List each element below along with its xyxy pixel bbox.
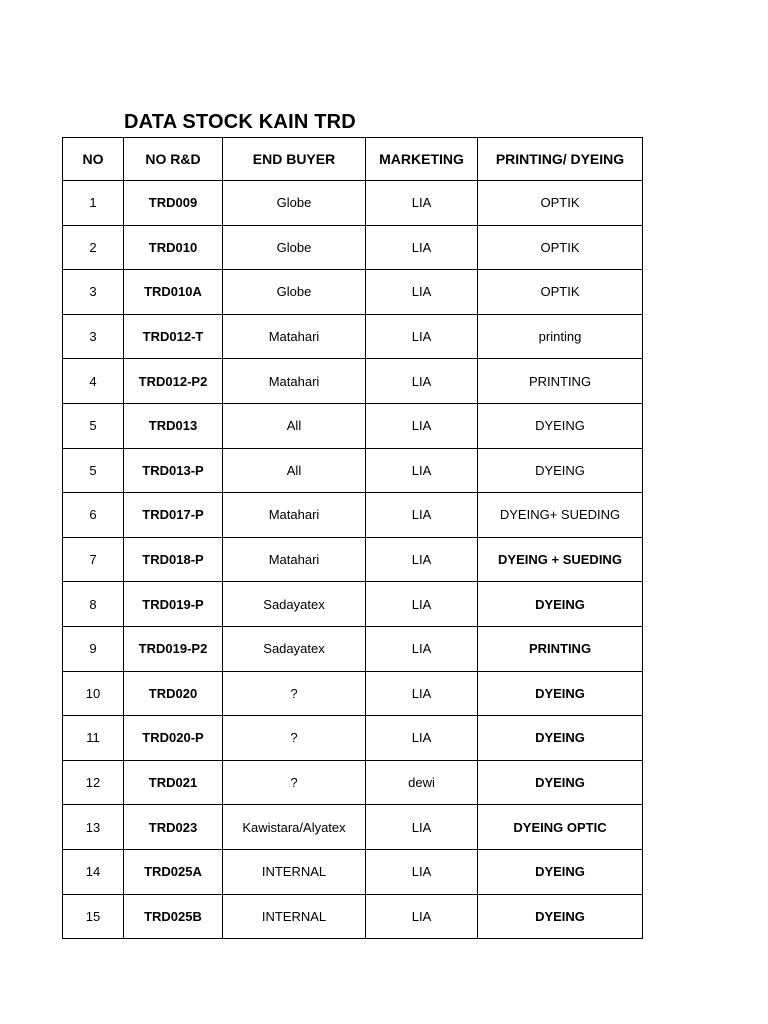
table-row	[63, 493, 643, 538]
cell-no: 7	[63, 537, 124, 582]
cell-marketing: LIA	[366, 448, 478, 493]
table-row	[63, 849, 643, 894]
cell-no: 9	[63, 626, 124, 671]
cell-no-rnd: TRD023	[124, 805, 223, 850]
header-no: NO	[63, 138, 124, 181]
cell-no: 10	[63, 671, 124, 716]
cell-printing-dyeing: DYEING	[478, 582, 643, 627]
cell-end-buyer: Matahari	[223, 314, 366, 359]
cell-end-buyer: Globe	[223, 270, 366, 315]
cell-printing-dyeing: OPTIK	[478, 225, 643, 270]
cell-marketing: LIA	[366, 403, 478, 448]
cell-end-buyer: Matahari	[223, 493, 366, 538]
cell-marketing: LIA	[366, 849, 478, 894]
cell-no: 4	[63, 359, 124, 404]
cell-printing-dyeing: printing	[478, 314, 643, 359]
cell-no-rnd: TRD009	[124, 181, 223, 226]
table-row	[63, 537, 643, 582]
table-row	[63, 314, 643, 359]
cell-marketing: LIA	[366, 537, 478, 582]
table-row	[63, 270, 643, 315]
cell-no-rnd: TRD012-P2	[124, 359, 223, 404]
table-row	[63, 760, 643, 805]
cell-no-rnd: TRD020	[124, 671, 223, 716]
cell-printing-dyeing: DYEING	[478, 448, 643, 493]
table-row	[63, 359, 643, 404]
table-row	[63, 671, 643, 716]
cell-no-rnd: TRD013	[124, 403, 223, 448]
cell-printing-dyeing: DYEING	[478, 760, 643, 805]
cell-end-buyer: INTERNAL	[223, 894, 366, 939]
cell-no-rnd: TRD025B	[124, 894, 223, 939]
cell-no-rnd: TRD012-T	[124, 314, 223, 359]
cell-no-rnd: TRD010	[124, 225, 223, 270]
header-no-rnd: NO R&D	[124, 138, 223, 181]
cell-marketing: LIA	[366, 716, 478, 761]
header-printing-dyeing: PRINTING/ DYEING	[478, 138, 643, 181]
cell-marketing: dewi	[366, 760, 478, 805]
cell-printing-dyeing: OPTIK	[478, 270, 643, 315]
table-row	[63, 448, 643, 493]
header-marketing: MARKETING	[366, 138, 478, 181]
cell-printing-dyeing: PRINTING	[478, 626, 643, 671]
cell-printing-dyeing: OPTIK	[478, 181, 643, 226]
cell-no: 14	[63, 849, 124, 894]
table-row	[63, 582, 643, 627]
cell-marketing: LIA	[366, 626, 478, 671]
table-row	[63, 894, 643, 939]
cell-printing-dyeing: PRINTING	[478, 359, 643, 404]
cell-no-rnd: TRD020-P	[124, 716, 223, 761]
cell-no: 2	[63, 225, 124, 270]
cell-no: 8	[63, 582, 124, 627]
cell-end-buyer: All	[223, 403, 366, 448]
cell-no: 3	[63, 314, 124, 359]
cell-no-rnd: TRD019-P2	[124, 626, 223, 671]
document-title: DATA STOCK KAIN TRD	[124, 111, 356, 133]
cell-no-rnd: TRD010A	[124, 270, 223, 315]
table-row	[63, 225, 643, 270]
table-row	[63, 181, 643, 226]
cell-end-buyer: Matahari	[223, 359, 366, 404]
cell-marketing: LIA	[366, 493, 478, 538]
cell-no: 6	[63, 493, 124, 538]
cell-no-rnd: TRD025A	[124, 849, 223, 894]
cell-no: 13	[63, 805, 124, 850]
cell-end-buyer: Kawistara/Alyatex	[223, 805, 366, 850]
table-row	[63, 403, 643, 448]
cell-marketing: LIA	[366, 270, 478, 315]
table-body	[63, 181, 643, 939]
cell-no: 11	[63, 716, 124, 761]
cell-no-rnd: TRD018-P	[124, 537, 223, 582]
table-row	[63, 805, 643, 850]
cell-marketing: LIA	[366, 314, 478, 359]
cell-printing-dyeing: DYEING+ SUEDING	[478, 493, 643, 538]
cell-end-buyer: ?	[223, 671, 366, 716]
cell-end-buyer: Sadayatex	[223, 582, 366, 627]
cell-printing-dyeing: DYEING	[478, 716, 643, 761]
table-row	[63, 626, 643, 671]
cell-marketing: LIA	[366, 359, 478, 404]
cell-printing-dyeing: DYEING	[478, 849, 643, 894]
cell-no: 1	[63, 181, 124, 226]
stock-table	[62, 137, 643, 939]
cell-no-rnd: TRD019-P	[124, 582, 223, 627]
cell-marketing: LIA	[366, 582, 478, 627]
cell-printing-dyeing: DYEING + SUEDING	[478, 537, 643, 582]
cell-printing-dyeing: DYEING	[478, 403, 643, 448]
table-header-row	[63, 138, 643, 181]
cell-printing-dyeing: DYEING	[478, 894, 643, 939]
cell-printing-dyeing: DYEING	[478, 671, 643, 716]
cell-no: 5	[63, 403, 124, 448]
cell-end-buyer: Matahari	[223, 537, 366, 582]
cell-end-buyer: All	[223, 448, 366, 493]
cell-marketing: LIA	[366, 805, 478, 850]
cell-end-buyer: Globe	[223, 225, 366, 270]
cell-marketing: LIA	[366, 671, 478, 716]
cell-end-buyer: ?	[223, 716, 366, 761]
cell-no-rnd: TRD013-P	[124, 448, 223, 493]
cell-no: 12	[63, 760, 124, 805]
cell-end-buyer: ?	[223, 760, 366, 805]
cell-no: 5	[63, 448, 124, 493]
cell-no-rnd: TRD017-P	[124, 493, 223, 538]
cell-no: 3	[63, 270, 124, 315]
cell-printing-dyeing: DYEING OPTIC	[478, 805, 643, 850]
cell-no-rnd: TRD021	[124, 760, 223, 805]
cell-end-buyer: Sadayatex	[223, 626, 366, 671]
cell-marketing: LIA	[366, 181, 478, 226]
cell-end-buyer: Globe	[223, 181, 366, 226]
cell-no: 15	[63, 894, 124, 939]
cell-marketing: LIA	[366, 894, 478, 939]
header-end-buyer: END BUYER	[223, 138, 366, 181]
cell-end-buyer: INTERNAL	[223, 849, 366, 894]
cell-marketing: LIA	[366, 225, 478, 270]
table-row	[63, 716, 643, 761]
